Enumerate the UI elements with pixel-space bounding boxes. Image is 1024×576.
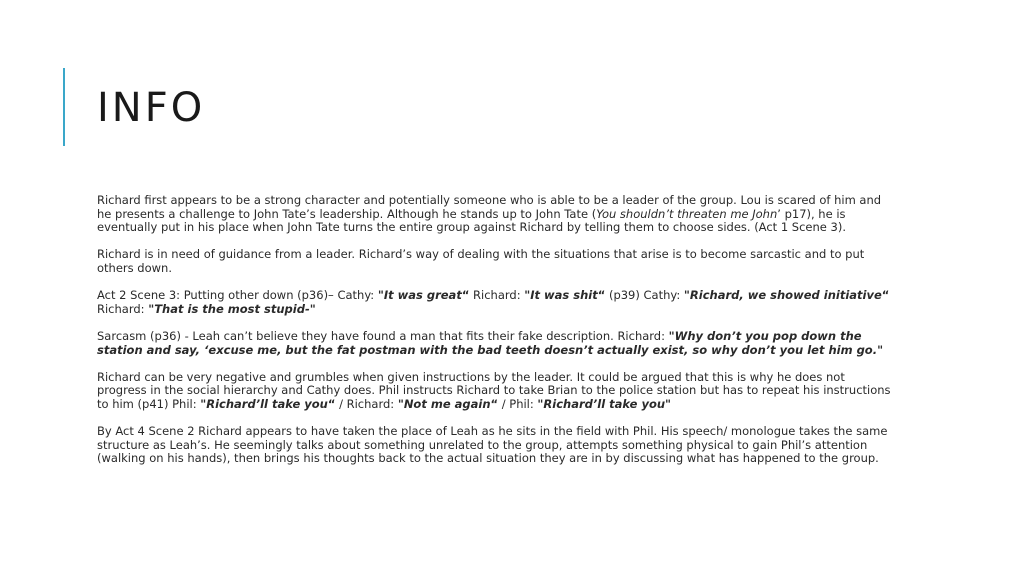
quote: It was shit (530, 288, 598, 303)
paragraph-act4-scene2: By Act 4 Scene 2 Richard appears to have taken the place of Leah as he sits in the field with Phil. His speech/ monologue takes the same structure as Leah’s. He seemingly talks about something unrelated to the group, attempts something physical to gain Phil’s attention (walking on his hands), then brings his thoughts back to the actual situation they are in by discussing what has happened to the group. (97, 424, 888, 466)
quote-mark: " (309, 301, 316, 316)
quote-mark: " (877, 342, 884, 357)
quote: That is the most stupid- (154, 301, 310, 316)
text-run: (p39) Cathy: (605, 288, 684, 303)
text-run: ’ p17), he is eventually put in his place when John Tate turns the entire group against Richard by telling them to choose sides. (Act 1 Scene 3). (97, 206, 846, 235)
paragraph-negative (97, 371, 897, 412)
quote-mark: “ (327, 396, 336, 411)
text-run: Richard first appears to be a strong character and potentially someone who is able to be a leader of the group. Lou is scared of him and he presents a challenge to John Tate’s leadership. Although he stands up to John Tate ( (97, 193, 882, 221)
quote-mark: " (665, 396, 672, 411)
quote: It was great (383, 288, 462, 303)
quote-italic: You shouldn’t threaten me John (596, 206, 778, 221)
text-run: Richard can be very negative and grumbles when given instructions by the leader. It could be argued that this is why he does not progress in the social hierarchy and Cathy does. Phil instructs Richard to take Brian to the police station but has to repeat his instructions to him (p41) Phil: (97, 369, 891, 411)
paragraph-sarcasm (97, 330, 897, 357)
paragraph-guidance: Richard is in need of guidance from a leader. Richard’s way of dealing with the situations that arise is to become sarcastic and to put others down. (97, 247, 865, 275)
quote: Richard’ll take you (206, 396, 328, 411)
paragraph-act2-scene3 (97, 289, 897, 316)
quote: Richard, we showed initiative (689, 288, 882, 303)
quote-mark: “ (597, 288, 606, 303)
quote-mark: " (377, 288, 384, 303)
quote-mark: " (668, 328, 675, 343)
title-accent-bar (63, 68, 65, 146)
quote-mark: “ (461, 288, 470, 303)
quote-mark: “ (881, 288, 890, 303)
quote-mark: " (200, 396, 207, 411)
quote-mark: " (524, 288, 531, 303)
quote-mark: " (683, 288, 690, 303)
quote: Why don’t you pop down the station and say, ‘excuse me, but the fat postman with the bad teeth doesn’t actually exist, so why don’t you let him go. (97, 328, 878, 357)
quote-mark: " (397, 396, 404, 411)
text-run: Sarcasm (p36) - Leah can’t believe they have found a man that fits their fake description. Richard: (97, 328, 669, 343)
text-run: Richard: (469, 288, 525, 303)
text-run: / Phil: (498, 396, 538, 411)
quote-mark: " (148, 301, 155, 316)
text-run: Richard: (97, 301, 149, 316)
slide-title: INFO (97, 85, 206, 131)
paragraph-intro (97, 194, 897, 235)
text-run: Act 2 Scene 3: Putting other down (p36)– Cathy: (97, 288, 378, 303)
slide-body (97, 194, 897, 479)
quote-mark: " (537, 396, 544, 411)
quote-mark: “ (490, 396, 499, 411)
quote: Not me again (403, 396, 491, 411)
text-run: / Richard: (335, 396, 398, 411)
quote: Richard’ll take you (543, 396, 666, 411)
